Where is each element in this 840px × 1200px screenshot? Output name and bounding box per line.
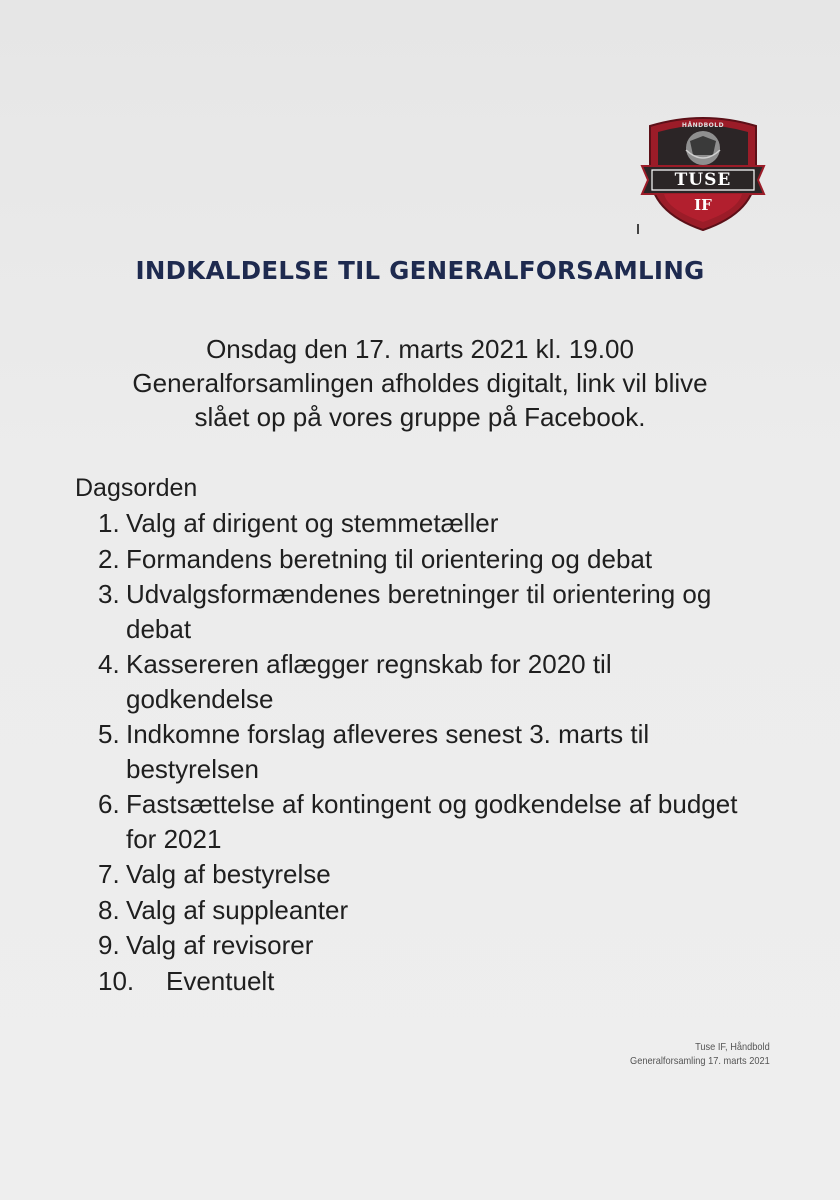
agenda-item-number: 4. — [98, 649, 120, 679]
agenda-item-text: Kassereren aflægger regnskab for 2020 til godkendelse — [126, 649, 612, 714]
intro-line: slået op på vores gruppe på Facebook. — [194, 402, 646, 432]
agenda-item-text: Indkomne forslag afleveres senest 3. marts til bestyrelsen — [126, 719, 650, 784]
agenda-item — [0, 893, 746, 928]
agenda-item-number: 3. — [98, 579, 120, 609]
agenda-item-text: Formandens beretning til orientering og debat — [126, 543, 653, 574]
agenda-item — [0, 928, 746, 963]
agenda-item-number: 8. — [98, 894, 120, 925]
agenda-item — [0, 542, 746, 577]
agenda-item-text: Valg af revisorer — [126, 930, 314, 960]
agenda-item — [0, 717, 746, 786]
agenda-item-number: 1. — [98, 508, 120, 538]
agenda-item-number: 7. — [98, 859, 120, 889]
intro-text — [0, 332, 840, 434]
agenda-item-number: 9. — [98, 930, 120, 960]
club-logo — [638, 108, 768, 234]
agenda-item-text: Eventuelt — [166, 965, 275, 996]
intro-line: Generalforsamlingen afholdes digitalt, link vil blive — [132, 368, 708, 398]
decorative-tick — [637, 224, 639, 234]
logo-club-name: TUSE — [674, 170, 732, 190]
agenda-item — [0, 787, 746, 856]
agenda-item-text: Fastsættelse af kontingent og godkendelse af budget for 2021 — [126, 789, 738, 854]
agenda-item-number: 6. — [98, 789, 120, 819]
agenda-item — [0, 577, 746, 646]
agenda-item-text: Valg af dirigent og stemmetæller — [126, 508, 499, 538]
agenda-item-text: Valg af suppleanter — [126, 894, 349, 925]
agenda-item — [0, 647, 746, 716]
footer-line: Generalforsamling 17. marts 2021 — [630, 1055, 770, 1067]
agenda-item — [0, 506, 746, 541]
agenda-heading: Dagsorden — [75, 474, 198, 502]
agenda-list — [0, 506, 840, 999]
logo-club-suffix: IF — [694, 196, 712, 214]
agenda-item-number: 10. — [98, 965, 135, 996]
agenda-item — [0, 964, 786, 999]
logo-top-text: HÅNDBOLD — [681, 122, 725, 129]
agenda-item-number: 2. — [98, 543, 120, 574]
page-footer — [630, 1040, 770, 1068]
intro-line: Onsdag den 17. marts 2021 kl. 19.00 — [206, 334, 634, 364]
agenda-item-number: 5. — [98, 719, 120, 749]
agenda-item-text: Valg af bestyrelse — [126, 859, 331, 889]
footer-line: Tuse IF, Håndbold — [695, 1041, 770, 1053]
page-title: INDKALDELSE TIL GENERALFORSAMLING — [135, 256, 705, 285]
agenda-item — [0, 857, 746, 892]
agenda-item-text: Udvalgsformændenes beretninger til orientering og debat — [126, 579, 712, 644]
